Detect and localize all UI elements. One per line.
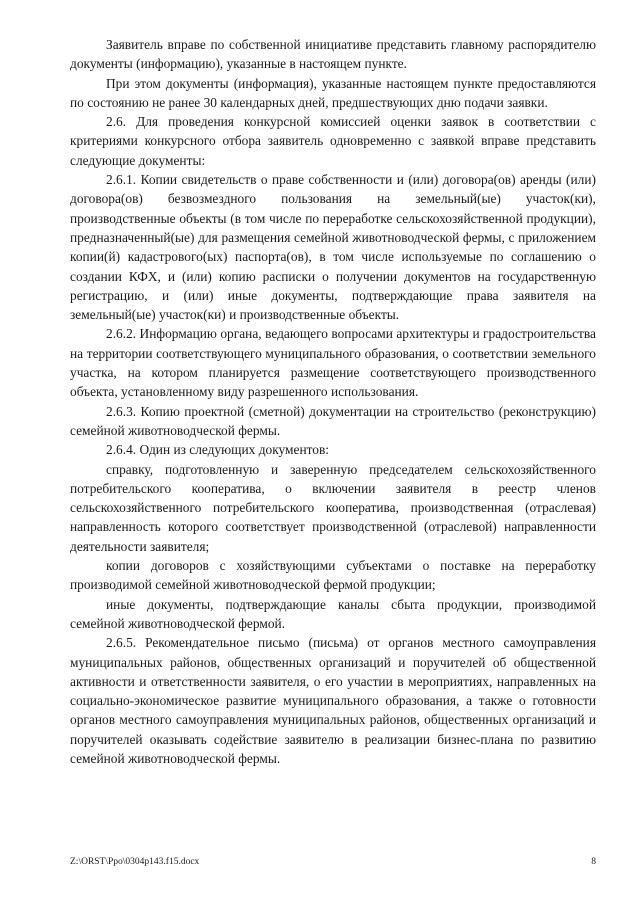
paragraph: 2.6.3. Копию проектной (сметной) документации на строительство (реконструкцию) семейной животноводческой фермы. <box>70 403 596 438</box>
paragraph: справку, подготовленную и заверенную председателем сельскохозяйственного потребительского кооператива, о включении заявителя в реестр членов сельскохозяйственного потребительского кооператива, производственная (отраслевая) направленность которого соответствует производственной (отраслевой) направленности деятельности заявителя; <box>70 461 596 554</box>
footer-file-path: Z:\ORST\Ppo\0304p143.f15.docx <box>70 857 200 867</box>
paragraph: копии договоров с хозяйствующими субъектами о поставке на переработку производимой семейной животноводческой фермой продукции; <box>70 558 596 593</box>
paragraph: 2.6.2. Информацию органа, ведающего вопросами архитектуры и градостроительства на территории соответствующего муниципального образования, о соответствии земельного участка, на котором планируется размещение соответствующего производственного объекта, установленному виду разрешенного использования. <box>70 326 596 400</box>
page-number: 8 <box>591 857 596 867</box>
paragraph: 2.6.5. Рекомендательное письмо (письма) от органов местного самоуправления муниципальных районов, общественных организаций и поручителей об общественной активности и ответственности заявителя, о его участии в мероприятиях, направленных на социально-экономическое развитие муниципального образования, а также о готовности органов местного самоуправления муниципальных районов, общественных организаций и поручителей оказывать содействие заявителю в реализации бизнес-плана по развитию семейной животноводческой фермы. <box>70 635 596 766</box>
page-footer <box>70 856 596 868</box>
document-body <box>70 35 596 768</box>
paragraph: При этом документы (информация), указанные настоящем пункте предоставляются по состоянию не ранее 30 календарных дней, предшествующих дню подачи заявки. <box>70 75 596 110</box>
paragraph: 2.6.1. Копии свидетельств о праве собственности и (или) договора(ов) аренды (или) договора(ов) безвозмездного пользования на земельный(ые) участок(ки), производственные объекты (в том числе по переработке сельскохозяйственной продукции), предназначенный(ые) для размещения семейной животноводческой фермы, с приложением копии(й) кадастрового(ых) паспорта(ов), в том числе используемые по соглашению о создании КФХ, и (или) копию расписки о получении документов на государственную регистрацию, и (или) иные документы, подтверждающие права заявителя на земельный(ые) участок(ки) и производственные объекты. <box>70 172 596 323</box>
paragraph: иные документы, подтверждающие каналы сбыта продукции, производимой семейной животноводческой фермой. <box>70 596 596 631</box>
paragraph: 2.6.4. Один из следующих документов: <box>106 442 330 458</box>
paragraph: 2.6. Для проведения конкурсной комиссией оценки заявок в соответствии с критериями конкурсного отбора заявитель одновременно с заявкой вправе представить следующие документы: <box>70 114 596 168</box>
paragraph: Заявитель вправе по собственной инициативе представить главному распорядителю документы (информацию), указанные в настоящем пункте. <box>70 37 596 72</box>
